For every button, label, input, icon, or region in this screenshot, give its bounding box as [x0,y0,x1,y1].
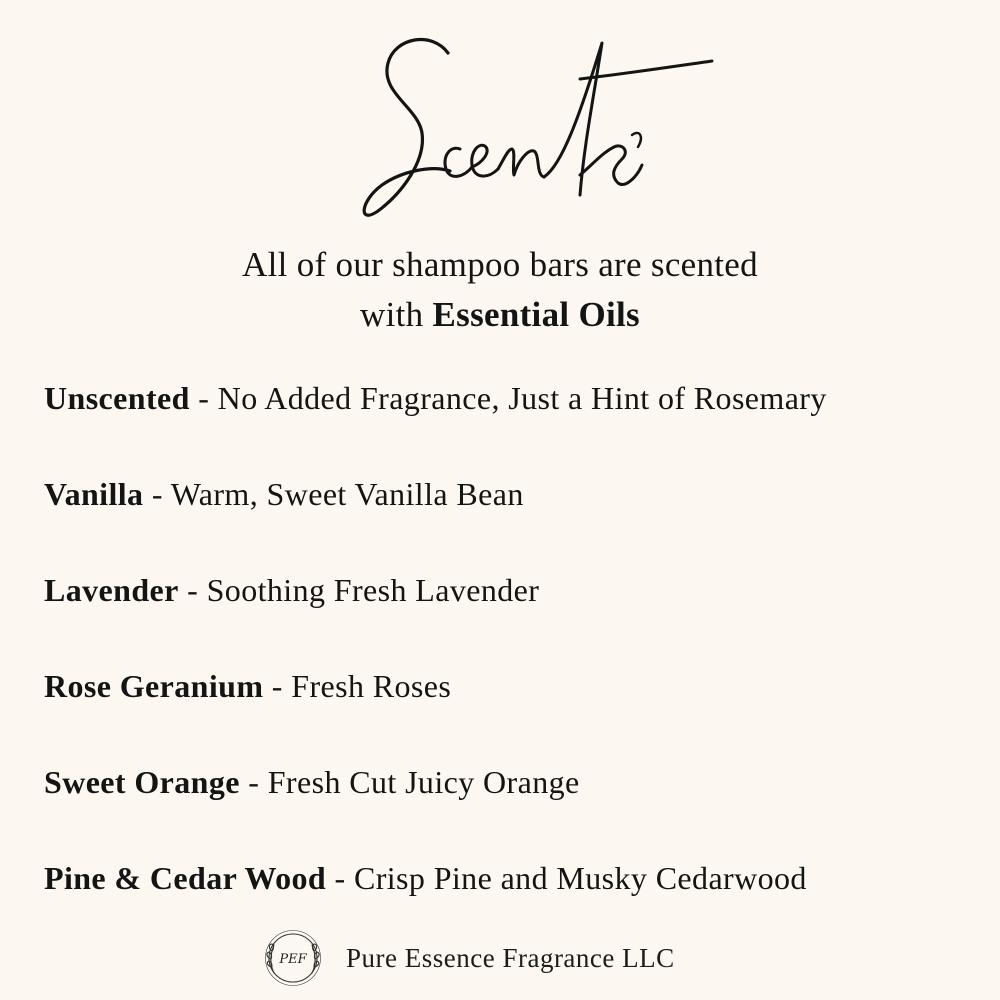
logo-initials: PEF [279,952,307,967]
scent-name: Sweet Orange [44,764,240,800]
scent-name: Vanilla [44,476,144,512]
scents-script-title [340,25,740,225]
scent-item-lavender [44,564,984,616]
scent-list [44,372,984,948]
intro-emphasis: Essential Oils [432,295,640,334]
scent-description: - Crisp Pine and Musky Cedarwood [326,860,807,896]
company-name: Pure Essence Fragrance LLC [346,942,675,973]
intro-line-2 [0,290,1000,340]
scent-item-sweet-orange [44,756,984,808]
wreath-logo-icon [260,927,326,989]
scent-item-vanilla [44,468,984,520]
scent-name: Unscented [44,380,190,416]
scent-item-rose-geranium [44,660,984,712]
intro-text [0,240,1000,340]
scent-description: - Warm, Sweet Vanilla Bean [143,476,524,512]
scent-name: Rose Geranium [44,668,264,704]
scent-description: - Soothing Fresh Lavender [178,572,540,608]
company-logo [260,927,326,989]
intro-line-1: All of our shampoo bars are scented [242,245,758,284]
scent-description: - Fresh Cut Juicy Orange [239,764,580,800]
scents-script-title-graphic [340,25,740,225]
scent-item-unscented [44,372,984,424]
scent-item-pine-cedar-wood [44,852,984,904]
footer-branding [260,928,675,988]
scent-description: - No Added Fragrance, Just a Hint of Rosemary [189,380,827,416]
scent-description: - Fresh Roses [263,668,452,704]
intro-line-2-prefix: with [360,295,433,334]
scent-name: Lavender [44,572,179,608]
scent-name: Pine & Cedar Wood [44,860,327,896]
